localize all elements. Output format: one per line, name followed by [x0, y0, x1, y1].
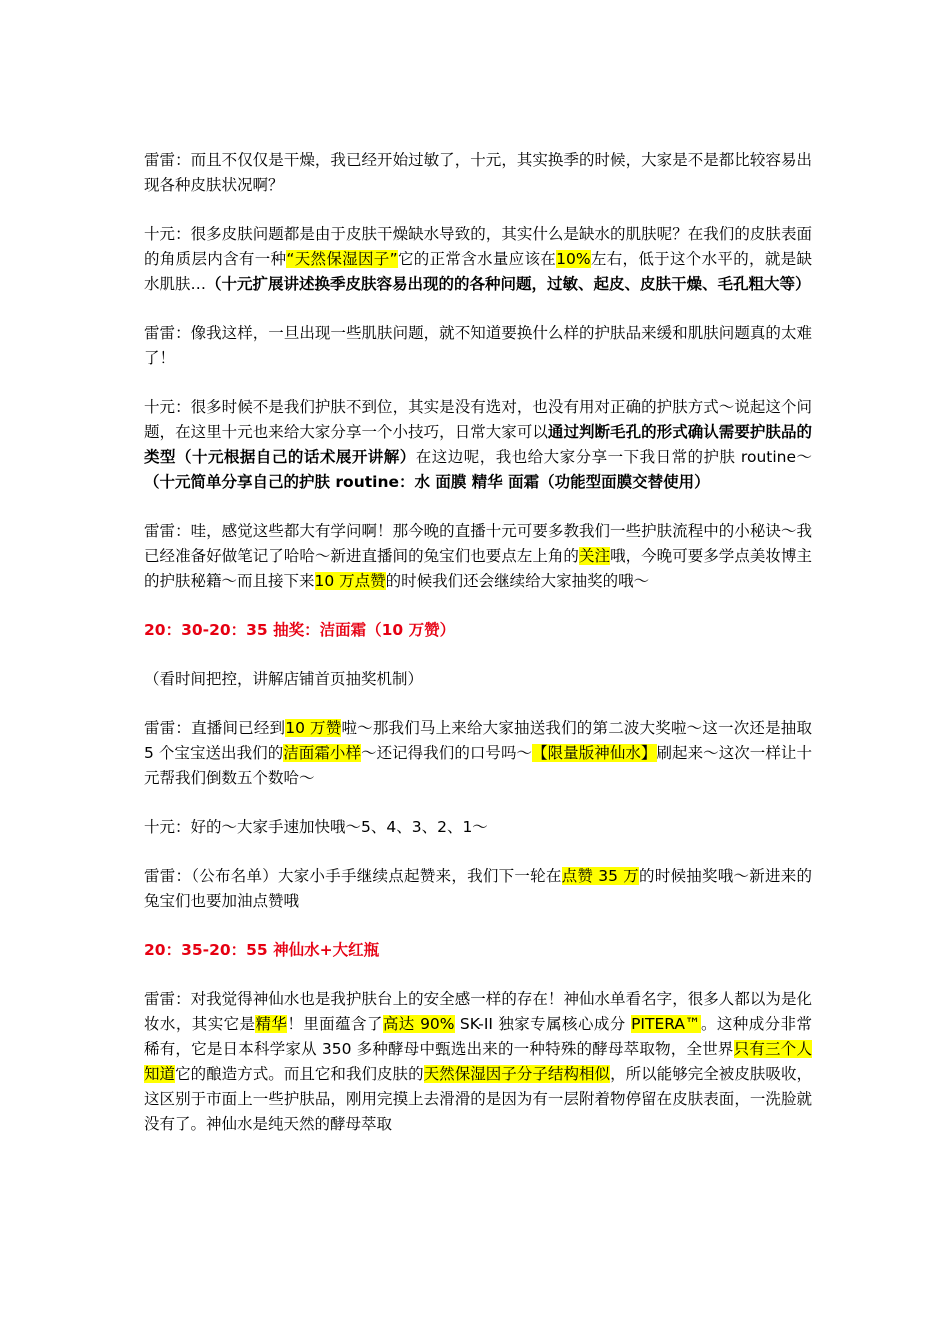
dialogue-paragraph	[144, 667, 812, 692]
dialogue-paragraph	[144, 222, 812, 297]
dialogue-paragraph	[144, 815, 812, 840]
highlighted-text: PITERA™	[631, 1015, 701, 1033]
text-run: 左右，低于这个水平的，就是缺水肌肤…	[144, 250, 812, 293]
highlighted-text: “天然保湿因子”	[286, 250, 398, 268]
dialogue-paragraph	[144, 148, 812, 198]
bold-text: （十元简单分享自己的护肤 routine：水 面膜 精华 面霜（功能型面膜交替使用）	[144, 473, 710, 491]
section-heading	[144, 618, 812, 643]
text-run: 雷雷：（公布名单）大家小手手继续点起赞来，我们下一轮在	[144, 867, 562, 885]
text-run: 。这种成分非常稀有，它是日本科学家从 350 多种酵母中甄选出来的一种特殊的酵母萃取物，全世界	[144, 1015, 812, 1058]
text-run: ，所以能够完全被皮肤吸收，这区别于市面上一些护肤品，刚用完摸上去滑滑的是因为有一层附着物停留在皮肤表面，一洗脸就没有了。神仙水是纯天然的酵母萃取	[144, 1065, 812, 1133]
text-run: 20：30-20：35 抽奖：洁面霜（10 万赞）	[144, 621, 456, 639]
highlighted-text: 洁面霜小样	[283, 744, 362, 762]
text-run: 雷雷：对我觉得神仙水也是我护肤台上的安全感一样的存在！神仙水单看名字，很多人都以为是化妆水，其实它是	[144, 990, 812, 1033]
text-run: 它的正常含水量应该在	[397, 250, 557, 268]
text-run: （看时间把控，讲解店铺首页抽奖机制）	[144, 670, 424, 688]
text-run: 在这边呢，我也给大家分享一下我日常的护肤 routine～	[415, 448, 812, 466]
text-run: SK-II 独家专属核心成分	[454, 1015, 632, 1033]
text-run: 十元：好的～大家手速加快哦～5、4、3、2、1～	[144, 818, 488, 836]
highlighted-text: 10 万点赞	[314, 572, 386, 590]
text-run: 十元：很多皮肤问题都是由于皮肤干燥缺水导致的，其实什么是缺水的肌肤呢？在我们的皮肤表面的角质层内含有一种	[144, 225, 812, 268]
bold-text: 通过判断毛孔的形式确认需要护肤品的类型（十元根据自己的话术展开讲解）	[144, 423, 812, 466]
dialogue-paragraph	[144, 987, 812, 1137]
text-run: 雷雷：而且不仅仅是干燥，我已经开始过敏了，十元，其实换季的时候，大家是不是都比较容易出现各种皮肤状况啊？	[144, 151, 812, 194]
document-body	[144, 148, 812, 1161]
highlighted-text: 关注	[578, 547, 611, 565]
text-run: ！里面蕴含了	[287, 1015, 383, 1033]
text-run: 十元：很多时候不是我们护肤不到位，其实是没有选对，也没有用对正确的护肤方式～说起这个问题，在这里十元也来给大家分享一个小技巧，日常大家可以	[144, 398, 812, 441]
highlighted-text: 【限量版神仙水】	[532, 744, 657, 762]
highlighted-text: 10%	[556, 250, 591, 268]
text-run: 20：35-20：55 神仙水+大红瓶	[144, 941, 380, 959]
text-run: 雷雷：哇，感觉这些都大有学问啊！那今晚的直播十元可要多教我们一些护肤流程中的小秘诀～我已经准备好做笔记了哈哈～新进直播间的兔宝们也要点左上角的	[144, 522, 812, 565]
text-run: 的时候抽奖哦～新进来的兔宝们也要加油点赞哦	[144, 867, 812, 910]
dialogue-paragraph	[144, 864, 812, 914]
text-run: 它的酿造方式。而且它和我们皮肤的	[175, 1065, 424, 1083]
highlighted-text: 精华	[255, 1015, 288, 1033]
text-run: 刷起来～这次一样让十元帮我们倒数五个数哈～	[144, 744, 812, 787]
dialogue-paragraph	[144, 716, 812, 791]
highlighted-text: 点赞 35 万	[561, 867, 639, 885]
text-run: 的时候我们还会继续给大家抽奖的哦～	[385, 572, 650, 590]
highlighted-text: 高达 90%	[382, 1015, 455, 1033]
text-run: 雷雷：像我这样，一旦出现一些肌肤问题，就不知道要换什么样的护肤品来缓和肌肤问题真的太难了！	[144, 324, 812, 367]
section-heading	[144, 938, 812, 963]
text-run: 雷雷：直播间已经到	[144, 719, 286, 737]
highlighted-text: 只有三个人知道	[144, 1040, 812, 1083]
text-run: ～还记得我们的口号吗～	[361, 744, 533, 762]
text-run: 啦～那我们马上来给大家抽送我们的第二波大奖啦～这一次还是抽取 5 个宝宝送出我们的	[144, 719, 812, 762]
highlighted-text: 10 万赞	[285, 719, 342, 737]
dialogue-paragraph	[144, 395, 812, 495]
bold-text: （十元扩展讲述换季皮肤容易出现的的各种问题，过敏、起皮、皮肤干燥、毛孔粗大等）	[206, 275, 811, 293]
dialogue-paragraph	[144, 519, 812, 594]
text-run: 哦，今晚可要多学点美妆博主的护肤秘籍～而且接下来	[144, 547, 812, 590]
highlighted-text: 天然保湿因子分子结构相似	[423, 1065, 611, 1083]
dialogue-paragraph	[144, 321, 812, 371]
